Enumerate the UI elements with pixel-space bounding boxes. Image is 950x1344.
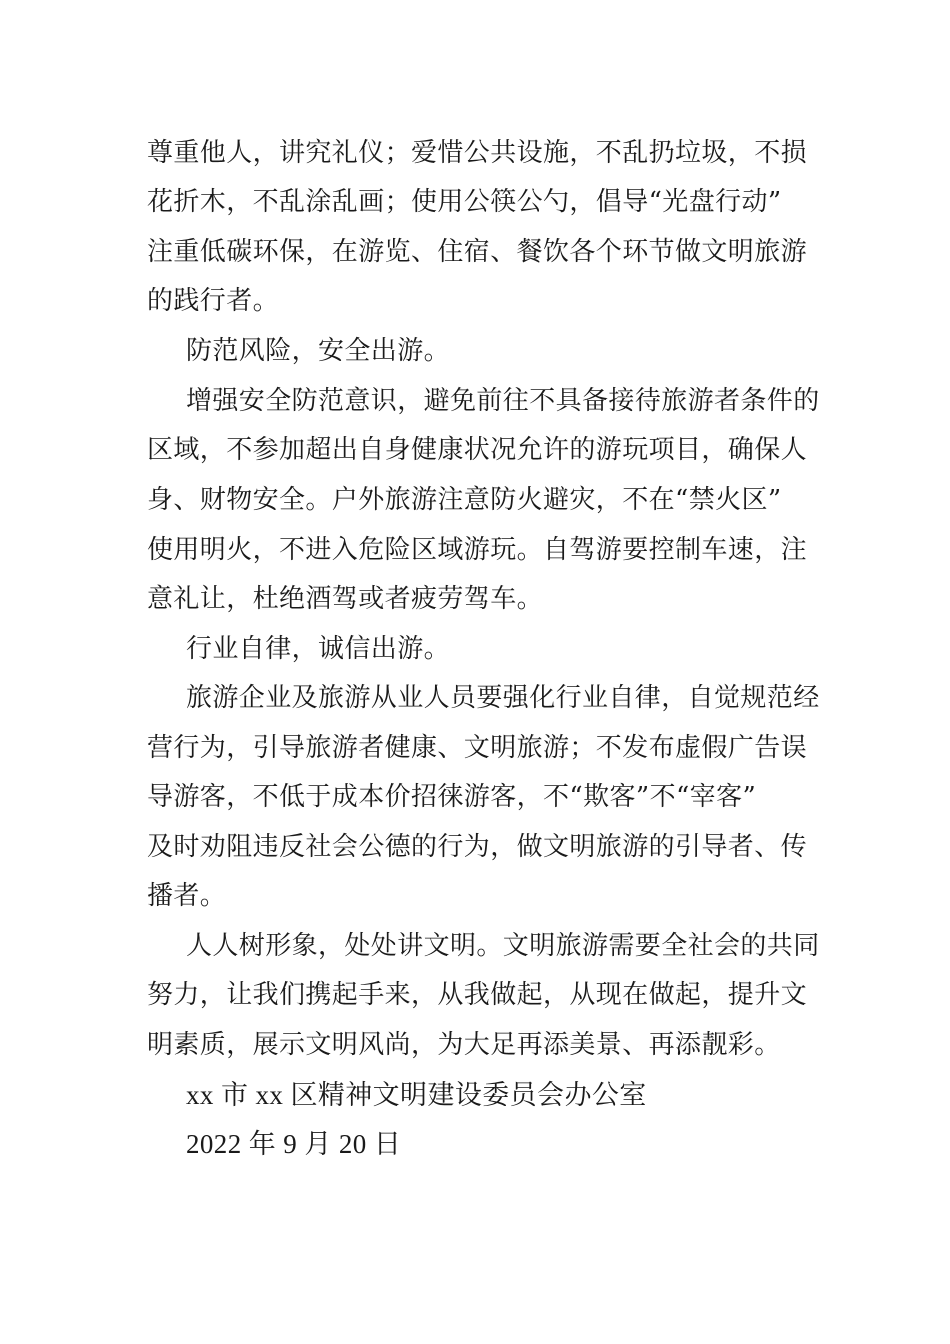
signature-organization: xx 市 xx 区精神文明建设委员会办公室 [186,1080,647,1110]
text-line: 努力，让我们携起手来，从我做起，从现在做起，提升文 [147,980,808,1010]
text-line: 及时劝阻违反社会公德的行为，做文明旅游的引导者、传 [147,832,808,862]
text-line: 播者。 [147,881,227,911]
text-line: 意礼让，杜绝酒驾或者疲劳驾车。 [147,584,544,614]
text-line: 使用明火，不进入危险区域游玩。自驾游要控制车速，注 [147,535,808,565]
text-line: 身、财物安全。户外旅游注意防火避灾，不在“禁火区” [147,485,782,515]
text-line: 人人树形象，处处讲文明。文明旅游需要全社会的共同 [186,931,820,961]
text-line: 旅游企业及旅游从业人员要强化行业自律，自觉规范经 [186,683,820,713]
text-line: 导游客，不低于成本价招徕游客，不“欺客”不“宰客” [147,782,757,812]
text-line: 注重低碳环保，在游览、住宿、餐饮各个环节做文明旅游 [147,237,808,267]
text-line: 区域，不参加超出自身健康状况允许的游玩项目，确保人 [147,435,808,465]
text-line: 尊重他人，讲究礼仪；爱惜公共设施，不乱扔垃圾，不损 [147,138,808,168]
text-line: 花折木，不乱涂乱画；使用公筷公勺，倡导“光盘行动” [147,187,782,217]
text-line: 的践行者。 [147,286,280,316]
section-heading: 行业自律，诚信出游。 [186,634,451,664]
text-line: 明素质，展示文明风尚，为大足再添美景、再添靓彩。 [147,1030,781,1060]
signature-date: 2022 年 9 月 20 日 [186,1129,402,1159]
section-heading: 防范风险，安全出游。 [186,336,451,366]
text-line: 增强安全防范意识，避免前往不具备接待旅游者条件的 [186,386,820,416]
text-line: 营行为，引导旅游者健康、文明旅游；不发布虚假广告误 [147,733,808,763]
